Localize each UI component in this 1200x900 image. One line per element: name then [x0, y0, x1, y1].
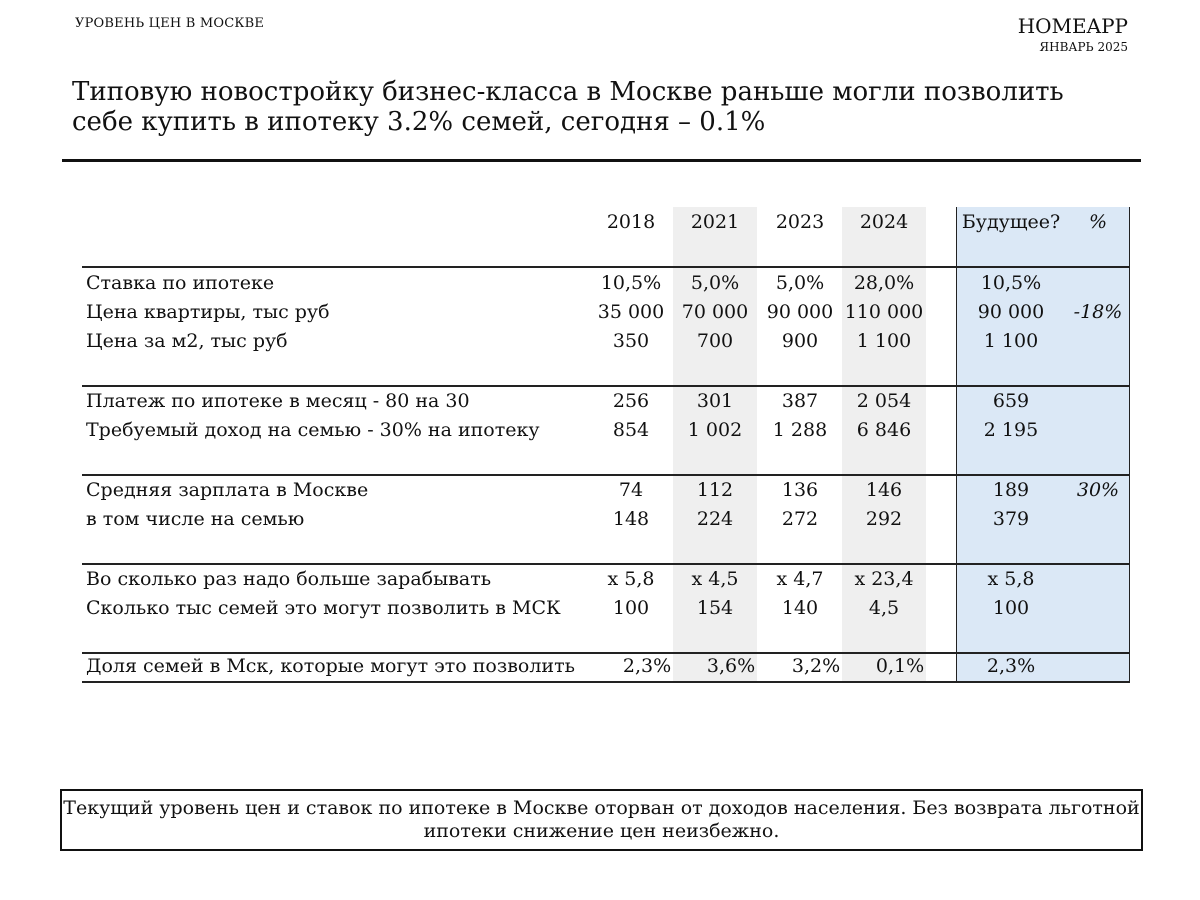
row-label: Во сколько раз надо больше зарабывать: [86, 568, 492, 590]
row-label: Требуемый доход на семью - 30% на ипотеку: [86, 419, 540, 441]
table-cell: 1 288: [772, 419, 828, 441]
conclusion-box: Текущий уровень цен и ставок по ипотеке в Москве оторван от доходов населения. Без возврата льготной ипотеки снижение цен неизбежно.: [60, 789, 1143, 851]
table-cell: x 5,8: [607, 568, 655, 590]
table-cell: 90 000: [977, 301, 1045, 323]
table-cell: x 23,4: [854, 568, 914, 590]
table-cell: 100: [992, 597, 1030, 619]
column-header: 2023: [775, 211, 825, 233]
table-cell: 10,5%: [600, 272, 662, 294]
table-cell: 379: [992, 508, 1030, 530]
row-label: Сколько тыс семей это могут позволить в МСК: [86, 597, 561, 619]
table-cell: 1 100: [983, 330, 1039, 352]
table-cell: 35 000: [597, 301, 665, 323]
table-cell: 6 846: [856, 419, 912, 441]
table-cell: 5,0%: [690, 272, 740, 294]
title-divider: [62, 159, 1141, 162]
table-cell: 110 000: [844, 301, 924, 323]
table-cell: 4,5: [868, 597, 900, 619]
table-cell: 350: [612, 330, 650, 352]
table-cell: 148: [612, 508, 650, 530]
column-header: %: [1088, 211, 1108, 233]
table-cell: 1 100: [856, 330, 912, 352]
row-divider: [82, 563, 1130, 565]
section-label: УРОВЕНЬ ЦЕН В МОСКВЕ: [75, 16, 265, 31]
report-date: ЯНВАРЬ 2025: [1039, 40, 1128, 54]
table-cell: 28,0%: [853, 272, 915, 294]
row-label: Платеж по ипотеке в месяц - 80 на 30: [86, 390, 470, 412]
row-label: Ставка по ипотеке: [86, 272, 275, 294]
column-header: Будущее?: [961, 211, 1061, 233]
row-divider: [82, 266, 1130, 268]
row-label: Доля семей в Мск, которые могут это позволить: [86, 655, 575, 677]
table-cell: 2,3%: [986, 655, 1036, 677]
table-cell: 272: [781, 508, 819, 530]
row-divider: [82, 385, 1130, 387]
row-label: в том числе на семью: [86, 508, 305, 530]
table-cell: 900: [781, 330, 819, 352]
row-divider: [82, 681, 1130, 683]
table-cell: 854: [612, 419, 650, 441]
table-cell: 112: [696, 479, 734, 501]
table-cell: 70 000: [681, 301, 749, 323]
table-cell: 3,2%: [791, 655, 841, 677]
brand-logo: HOMEAPP: [1017, 14, 1128, 38]
page-title: Типовую новостройку бизнес-класса в Москве раньше могли позволить себе купить в ипотеку 3.2% семей, сегодня – 0.1%: [72, 77, 1064, 137]
table-cell: 140: [781, 597, 819, 619]
table-cell: 659: [992, 390, 1030, 412]
table-cell: 387: [781, 390, 819, 412]
table-cell: x 4,5: [691, 568, 739, 590]
column-header: 2024: [859, 211, 909, 233]
table-cell: 256: [612, 390, 650, 412]
table-cell: 2 054: [856, 390, 912, 412]
row-divider: [82, 474, 1130, 476]
table-cell: 3,6%: [706, 655, 756, 677]
table-cell: 146: [865, 479, 903, 501]
table-cell: 2,3%: [622, 655, 672, 677]
table-cell: -18%: [1073, 301, 1123, 323]
price-table: [82, 207, 1130, 683]
table-cell: 0,1%: [875, 655, 925, 677]
table-cell: 90 000: [766, 301, 834, 323]
table-cell: x 4,7: [776, 568, 824, 590]
table-cell: 154: [696, 597, 734, 619]
table-cell: 136: [781, 479, 819, 501]
table-cell: 5,0%: [775, 272, 825, 294]
row-label: Цена квартиры, тыс руб: [86, 301, 330, 323]
column-header: 2018: [606, 211, 656, 233]
table-cell: 30%: [1076, 479, 1120, 501]
table-cell: 1 002: [687, 419, 743, 441]
table-cell: 224: [696, 508, 734, 530]
table-cell: 100: [612, 597, 650, 619]
table-cell: 700: [696, 330, 734, 352]
table-cell: 292: [865, 508, 903, 530]
column-header: 2021: [690, 211, 740, 233]
table-cell: 189: [992, 479, 1030, 501]
row-label: Цена за м2, тыс руб: [86, 330, 288, 352]
table-cell: x 5,8: [987, 568, 1035, 590]
table-cell: 10,5%: [980, 272, 1042, 294]
table-cell: 301: [696, 390, 734, 412]
table-cell: 2 195: [983, 419, 1039, 441]
row-label: Средняя зарплата в Москве: [86, 479, 369, 501]
table-cell: 74: [618, 479, 644, 501]
